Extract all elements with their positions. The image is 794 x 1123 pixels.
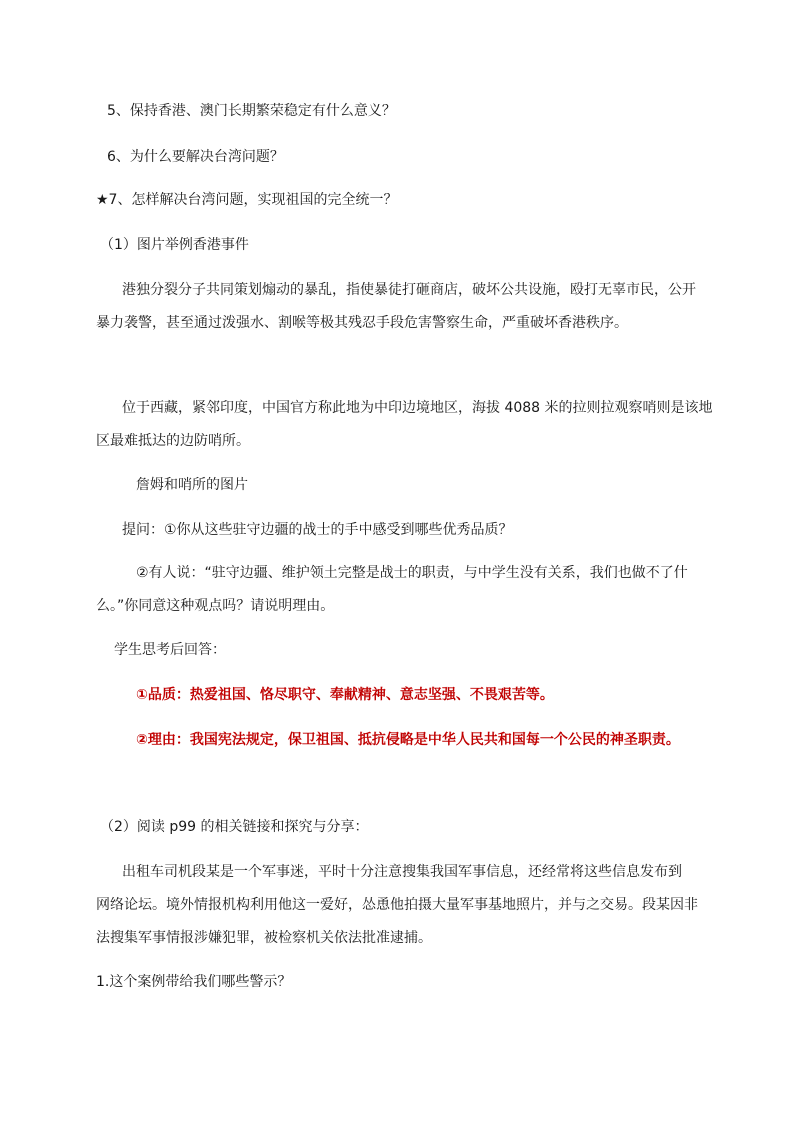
section-2-heading: （2）阅读 p99 的相关链接和探究与分享： <box>100 819 369 835</box>
prompt-question-2-line-1: ②有人说：“驻守边疆、维护领土完整是战士的职责，与中学生没有关系，我们也做不了什 <box>136 565 688 581</box>
taxi-paragraph-line-2: 网络论坛。境外情报机构利用他这一爱好，怂恿他拍摄大量军事基地照片，并与之交易。段某因非 <box>96 897 698 913</box>
prompt-question-1: 提问：①你从这些驻守边疆的战士的手中感受到哪些优秀品质？ <box>122 522 513 538</box>
section-1-heading: （1）图片举例香港事件 <box>100 237 249 253</box>
taxi-paragraph-line-3: 法搜集军事情报涉嫌犯罪，被检察机关依法批准逮捕。 <box>96 930 432 946</box>
border-paragraph-line-1: 位于西藏，紧邻印度，中国官方称此地为中印边境地区，海拔 4088 米的拉则拉观察哨则是该地 <box>122 400 713 416</box>
hongkong-paragraph-line-2: 暴力袭警，甚至通过泼强水、割喉等极其残忍手段危害警察生命，严重破坏香港秩序。 <box>96 315 628 331</box>
question-5: 5、保持香港、澳门长期繁荣稳定有什么意义？ <box>107 103 396 119</box>
question-7: ★7、怎样解决台湾问题，实现祖国的完全统一？ <box>96 192 398 208</box>
student-reply-label: 学生思考后回答： <box>114 642 226 658</box>
prompt-question-2-line-2: 么。”你同意这种观点吗？请说明理由。 <box>96 598 335 614</box>
answer-reason: ②理由：我国宪法规定，保卫祖国、抵抗侵略是中华人民共和国每一个公民的神圣职责。 <box>136 732 680 748</box>
question-6: 6、为什么要解决台湾问题？ <box>107 149 284 165</box>
photo-caption: 詹姆和哨所的图片 <box>136 477 248 493</box>
answer-quality: ①品质：热爱祖国、恪尽职守、奉献精神、意志坚强、不畏艰苦等。 <box>136 687 554 703</box>
border-paragraph-line-2: 区最难抵达的边防哨所。 <box>96 433 250 449</box>
question-1-warning: 1.这个案例带给我们哪些警示？ <box>96 974 292 990</box>
hongkong-paragraph-line-1: 港独分裂分子共同策划煽动的暴乱，指使暴徒打砸商店，破坏公共设施，殴打无辜市民，公开 <box>122 282 696 298</box>
taxi-paragraph-line-1: 出租车司机段某是一个军事迷，平时十分注意搜集我国军事信息，还经常将这些信息发布到 <box>122 864 682 880</box>
